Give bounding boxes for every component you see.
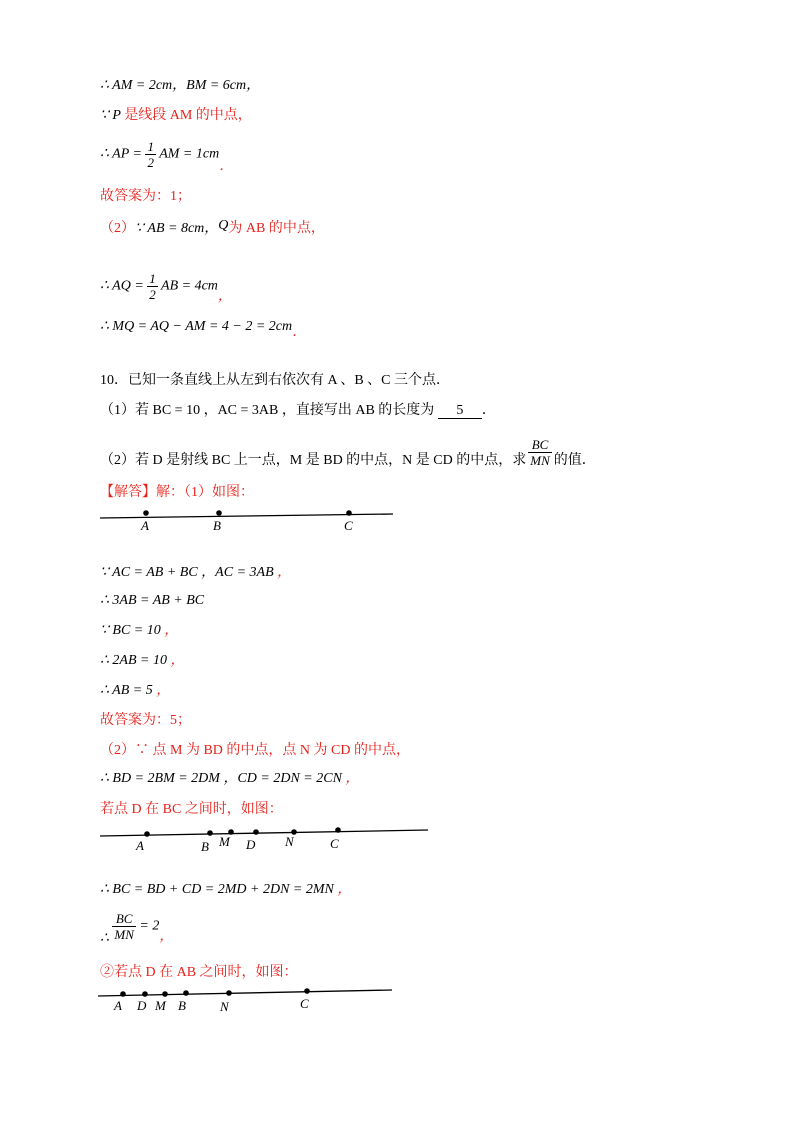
sol-line-4: ∴ 2AB = 10 ， (100, 653, 185, 668)
sol-line-1: ∵ AC = AB + BC ，AC = 3AB ， (100, 565, 292, 580)
fig3-label-a: A (114, 998, 122, 1013)
fig2-label-c: C (330, 836, 339, 851)
line-am-bm: ∴ AM = 2cm，BM = 6cm， (100, 78, 261, 93)
q10-part1: （1）若 BC = 10 ，AC = 3AB ，直接写出 AB 的长度为 5 ． (100, 403, 496, 418)
solution-heading: 【解答】解：（1）如图： (100, 485, 254, 500)
fig3-label-m: M (155, 998, 166, 1013)
line-p-midpoint: ∵ P 是线段 AM 的中点， (100, 108, 252, 123)
answer-5: 故答案为：5； (100, 713, 191, 728)
fig3-label-b: B (178, 998, 186, 1013)
fig1-label-c: C (344, 518, 353, 533)
sol-line-5: ∴ AB = 5 ， (100, 683, 171, 698)
q10-part2: （2）若 D 是射线 BC 上一点，M 是 BD 的中点，N 是 CD 的中点，求 $\frac{BC}{MN}$ 的值． (100, 437, 596, 468)
case-1-heading: 若点 D 在 BC 之间时，如图： (100, 802, 283, 817)
line-part2: （2）∵ AB = 8cm，Q为 AB 的中点， (100, 218, 325, 236)
fig3-label-d: D (137, 998, 147, 1013)
sol-line-7: （2）∵ 点 M 为 BD 的中点，点 N 为 CD 的中点， (100, 743, 410, 758)
q10-title: 10．已知一条直线上从左到右依次有 A 、B 、C 三个点． (100, 373, 451, 388)
line-mq: ∴ MQ = AQ − AM = 4 − 2 = 2cm． (100, 319, 307, 340)
fig1-label-b: B (213, 518, 221, 533)
fig2-label-a: A (136, 838, 144, 853)
sol-line-8: ∴ BD = 2BM = 2DM ，CD = 2DN = 2CN ， (100, 771, 360, 786)
fig2-label-n: N (285, 834, 294, 849)
fig2-label-m: M (219, 834, 230, 849)
sol-line-2: ∴ 3AB = AB + BC (100, 593, 205, 608)
fig3-label-c: C (300, 996, 309, 1011)
sol-line-10: ∴ BC = BD + CD = 2MD + 2DN = 2MN ， (100, 882, 352, 897)
sol-line-3: ∵ BC = 10 ， (100, 623, 179, 638)
answer-1: 故答案为：1； (100, 189, 191, 204)
sol-line-11: ∴ $\frac{BC}{MN}$ = 2， (100, 911, 174, 946)
fig2-label-b: B (201, 839, 209, 854)
fig3-label-n: N (220, 999, 229, 1014)
case-2-heading: ②若点 D 在 AB 之间时，如图： (100, 965, 298, 980)
fig1-label-a: A (141, 518, 149, 533)
fig2-label-d: D (246, 837, 256, 852)
line-aq: ∴ AQ = $\frac{1}{2}$ AB = 4cm， (100, 271, 232, 304)
line-ap: ∴ AP = $\frac{1}{2}$ AM = 1cm． (100, 139, 234, 174)
